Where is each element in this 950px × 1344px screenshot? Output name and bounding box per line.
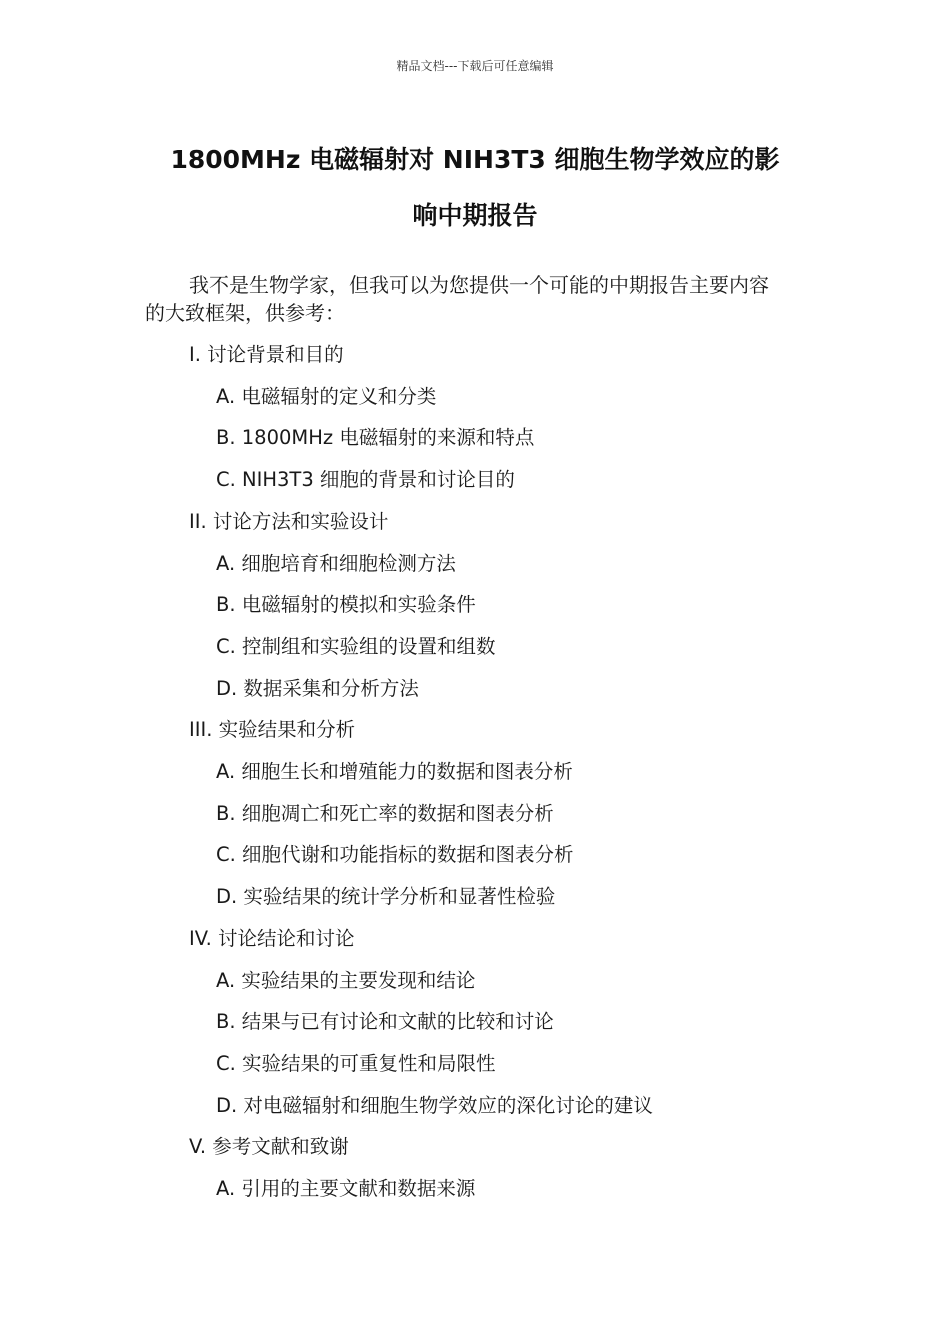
outline-section-heading: I. 讨论背景和目的 <box>189 343 344 366</box>
outline-section-heading: V. 参考文献和致谢 <box>189 1135 349 1158</box>
outline-subitem: C. NIH3T3 细胞的背景和讨论目的 <box>216 468 515 491</box>
header-note: 精品文档---下载后可任意编辑 <box>396 59 554 73</box>
outline-subitem: C. 控制组和实验组的设置和组数 <box>216 635 496 658</box>
outline-subitem: B. 结果与已有讨论和文献的比较和讨论 <box>216 1010 554 1033</box>
outline-subitem: D. 对电磁辐射和细胞生物学效应的深化讨论的建议 <box>216 1094 653 1117</box>
outline-section-heading: IV. 讨论结论和讨论 <box>189 927 355 950</box>
outline-section-heading: II. 讨论方法和实验设计 <box>189 510 389 533</box>
outline-subitem: A. 实验结果的主要发现和结论 <box>216 969 476 992</box>
intro-line-2: 的大致框架，供参考： <box>145 301 345 325</box>
outline-subitem: A. 细胞培育和细胞检测方法 <box>216 552 456 575</box>
outline-subitem: D. 数据采集和分析方法 <box>216 677 419 700</box>
outline-subitem: A. 细胞生长和增殖能力的数据和图表分析 <box>216 760 573 783</box>
outline-subitem: B. 细胞凋亡和死亡率的数据和图表分析 <box>216 802 554 825</box>
outline-section-heading: III. 实验结果和分析 <box>189 718 356 741</box>
document-title-line-2: 响中期报告 <box>412 201 538 230</box>
outline-subitem: B. 1800MHz 电磁辐射的来源和特点 <box>216 426 535 449</box>
outline-subitem: A. 引用的主要文献和数据来源 <box>216 1177 476 1200</box>
outline-subitem: B. 电磁辐射的模拟和实验条件 <box>216 593 476 616</box>
outline-subitem: C. 实验结果的可重复性和局限性 <box>216 1052 496 1075</box>
outline-subitem: C. 细胞代谢和功能指标的数据和图表分析 <box>216 843 574 866</box>
outline-subitem: D. 实验结果的统计学分析和显著性检验 <box>216 885 556 908</box>
intro-line-1: 我不是生物学家，但我可以为您提供一个可能的中期报告主要内容 <box>189 273 769 297</box>
outline-subitem: A. 电磁辐射的定义和分类 <box>216 385 437 408</box>
document-title-line-1: 1800MHz 电磁辐射对 NIH3T3 细胞生物学效应的影 <box>170 145 780 174</box>
intro-paragraph <box>145 271 805 327</box>
